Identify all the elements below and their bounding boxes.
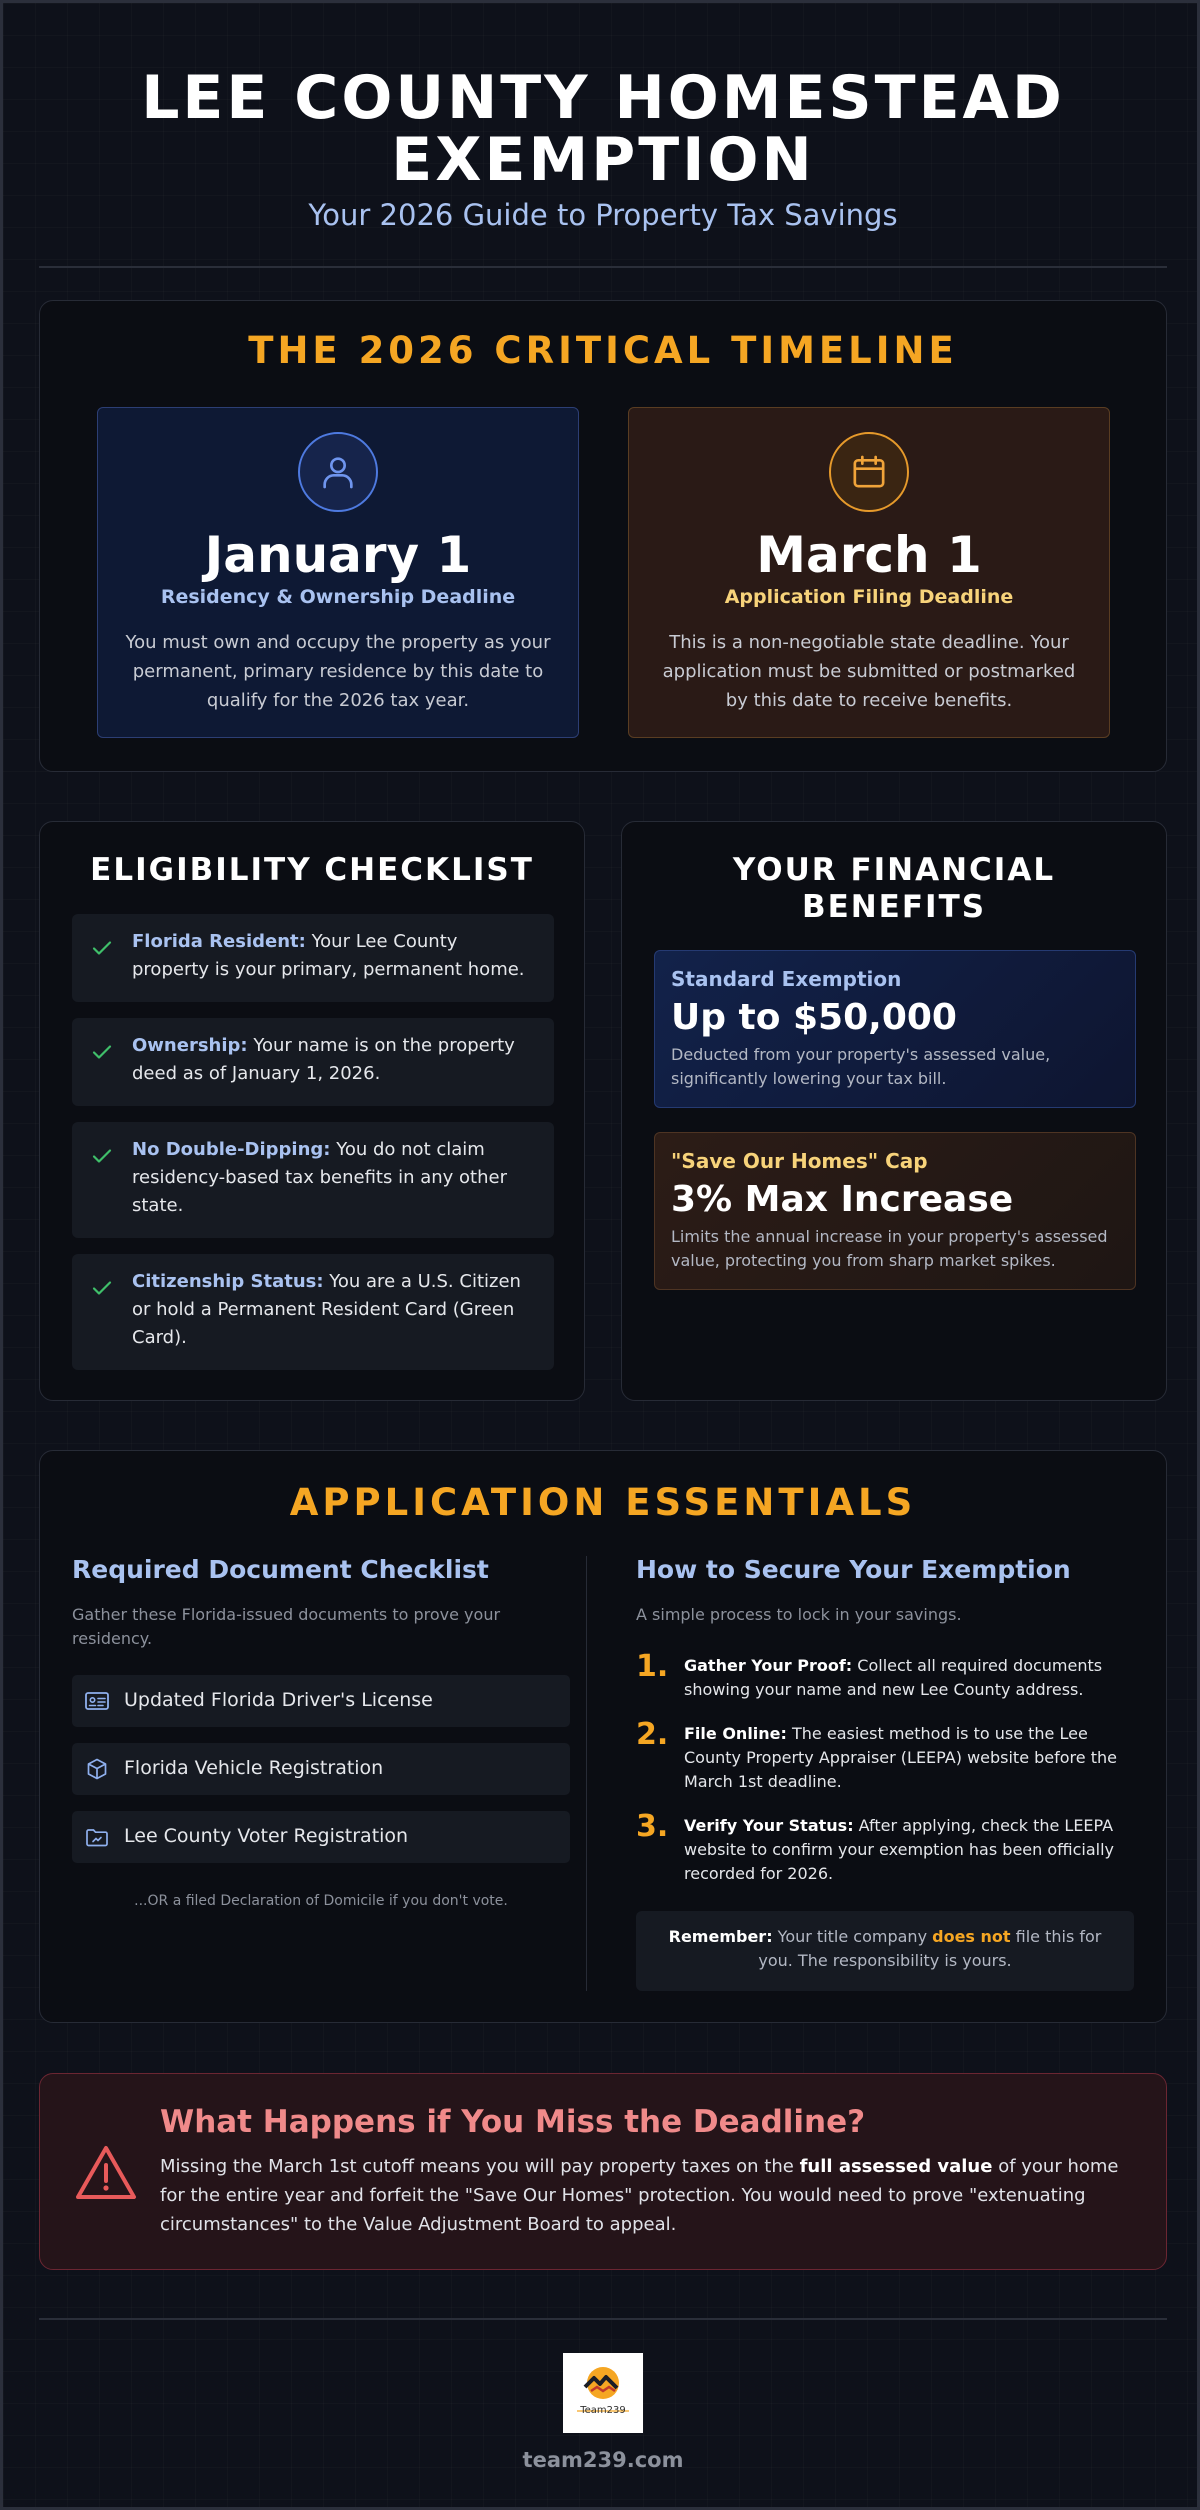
calendar-icon [829, 432, 909, 512]
step-desc: The easiest method is to use the Lee County Property Appraiser (LEEPA) website before the March 1st deadline. [684, 1724, 1117, 1791]
document-item [72, 1743, 570, 1795]
document-item [72, 1811, 570, 1863]
page-title-line-1: LEE COUNTY HOMESTEAD [141, 63, 1065, 133]
checklist-item [72, 1122, 554, 1238]
timeline-date: March 1 [756, 526, 982, 584]
benefit-card-standard [654, 950, 1136, 1108]
check-icon [90, 936, 114, 960]
timeline-label: Residency & Ownership Deadline [160, 586, 516, 608]
checklist-label: No Double-Dipping: [132, 1139, 331, 1160]
checklist-text [132, 1032, 536, 1088]
remember-note [636, 1911, 1134, 1991]
logo-text: Team239 [580, 2405, 626, 2416]
checklist-label: Florida Resident: [132, 931, 306, 952]
page-title-line-2: EXEMPTION [391, 125, 815, 195]
checklist-desc: Your name is on the property deed as of January 1, 2026. [132, 1035, 515, 1084]
warning-text [160, 2152, 1126, 2239]
benefit-value: Up to $50,000 [671, 997, 957, 1038]
remember-text-pre: Your title company [772, 1927, 933, 1946]
essentials-section [39, 1450, 1167, 2023]
step-number: 2. [636, 1717, 669, 1752]
timeline-body: You must own and occupy the property as your permanent, primary residence by this date to qualify for the 2026 tax year. [125, 632, 551, 711]
checklist-label: Citizenship Status: [132, 1271, 324, 1292]
checklist-item [72, 914, 554, 1002]
benefit-label: Standard Exemption [671, 967, 902, 991]
document-item [72, 1675, 570, 1727]
checklist-item [72, 1018, 554, 1106]
remember-label: Remember: [668, 1927, 773, 1946]
check-icon [90, 1276, 114, 1300]
checklist-desc: Your Lee County property is your primary, permanent home. [132, 931, 525, 980]
footer-url[interactable]: team239.com [522, 2448, 684, 2472]
remember-text-post: file this for you. The responsibility is yours. [758, 1927, 1102, 1970]
benefit-desc: Limits the annual increase in your property's assessed value, protecting you from sharp market spikes. [671, 1227, 1108, 1270]
warning-icon [74, 2144, 138, 2202]
benefits-title-line-1: YOUR FINANCIAL [732, 852, 1056, 888]
page-subtitle: Your 2026 Guide to Property Tax Savings [308, 198, 898, 232]
step-label: Verify Your Status: [684, 1816, 854, 1835]
eligibility-title: ELIGIBILITY CHECKLIST [90, 852, 534, 888]
checklist-desc: You are a U.S. Citizen or hold a Permanent Resident Card (Green Card). [132, 1271, 521, 1348]
timeline-label: Application Filing Deadline [724, 586, 1014, 608]
page-title [3, 63, 1200, 195]
step-label: File Online: [684, 1724, 787, 1743]
timeline-section [39, 300, 1167, 772]
cube-icon [84, 1757, 110, 1781]
user-icon [298, 432, 378, 512]
team239-logo [563, 2353, 643, 2433]
benefit-label: "Save Our Homes" Cap [671, 1149, 928, 1173]
eligibility-section [39, 821, 585, 1401]
timeline-title: THE 2026 CRITICAL TIMELINE [248, 329, 958, 372]
warning-title: What Happens if You Miss the Deadline? [160, 2104, 866, 2140]
checklist-item [72, 1254, 554, 1370]
process-subtitle: A simple process to lock in your savings. [636, 1605, 962, 1624]
benefit-desc: Deducted from your property's assessed value, significantly lowering your tax bill. [671, 1045, 1051, 1088]
check-icon [90, 1144, 114, 1168]
warning-text-pre: Missing the March 1st cutoff means you will pay property taxes on the [160, 2156, 800, 2177]
checklist-desc: You do not claim residency-based tax benefits in any other state. [132, 1139, 507, 1216]
document-text: Florida Vehicle Registration [124, 1757, 384, 1779]
document-text: Updated Florida Driver's License [124, 1689, 433, 1711]
step-text [684, 1814, 1134, 1886]
process-title: How to Secure Your Exemption [636, 1555, 1071, 1584]
step-text [684, 1722, 1134, 1794]
divider [39, 266, 1167, 268]
check-icon [90, 1040, 114, 1064]
documents-note: ...OR a filed Declaration of Domicile if you don't vote. [134, 1893, 508, 1909]
benefits-title [622, 852, 1166, 926]
warning-text-post: of your home for the entire year and forfeit the "Save Our Homes" protection. You would need to prove "extenuating circumstances" to the Value Adjustment Board to appeal. [160, 2156, 1119, 2235]
step-text [684, 1654, 1134, 1702]
benefits-title-line-2: BENEFITS [801, 889, 987, 925]
column-divider [586, 1556, 587, 1991]
checklist-text [132, 928, 536, 984]
timeline-card-january [97, 407, 579, 738]
divider [39, 2318, 1167, 2320]
documents-subtitle: Gather these Florida-issued documents to prove your residency. [72, 1605, 501, 1648]
id-card-icon [84, 1689, 110, 1713]
documents-title: Required Document Checklist [72, 1555, 489, 1584]
timeline-card-march [628, 407, 1110, 738]
timeline-body: This is a non-negotiable state deadline. Your application must be submitted or postmarked by this date to receive benefits. [662, 632, 1076, 711]
warning-emphasis: full assessed value [799, 2156, 993, 2177]
essentials-title: APPLICATION ESSENTIALS [289, 1481, 917, 1524]
step-number: 1. [636, 1649, 669, 1684]
step-desc: After applying, check the LEEPA website to confirm your exemption has been officially recorded for 2026. [684, 1816, 1115, 1883]
folder-icon [84, 1825, 110, 1849]
benefit-value: 3% Max Increase [671, 1179, 1014, 1220]
benefit-card-soh [654, 1132, 1136, 1290]
remember-emphasis: does not [932, 1927, 1011, 1946]
step-label: Gather Your Proof: [684, 1656, 853, 1675]
checklist-label: Ownership: [132, 1035, 248, 1056]
deadline-warning [39, 2073, 1167, 2270]
step-desc: Collect all required documents showing your name and new Lee County address. [684, 1656, 1103, 1699]
checklist-text [132, 1136, 536, 1220]
benefits-section [621, 821, 1167, 1401]
checklist-text [132, 1268, 536, 1352]
timeline-date: January 1 [204, 526, 472, 584]
step-number: 3. [636, 1809, 669, 1844]
document-text: Lee County Voter Registration [124, 1825, 409, 1847]
